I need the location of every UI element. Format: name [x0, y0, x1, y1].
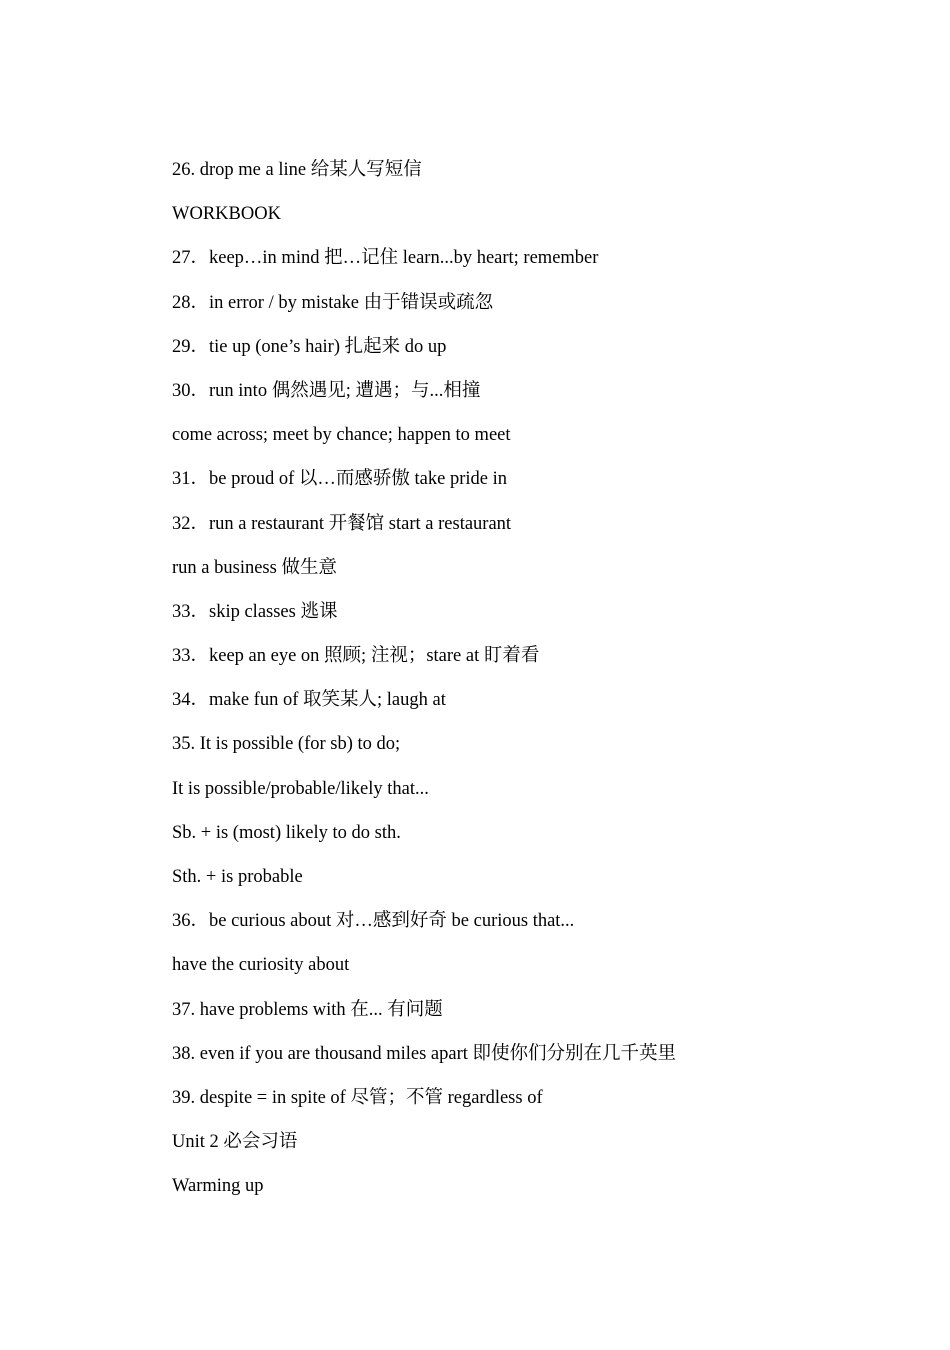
text-line-35-b: It is possible/probable/likely that... [172, 778, 429, 799]
text-line-27: 27．keep…in mind 把…记住 learn...by heart; remember [172, 248, 599, 269]
text-line-30: 30．run into 偶然遇见; 遭遇；与...相撞 [172, 380, 481, 401]
text-line-35: 35. It is possible (for sb) to do; [172, 734, 401, 755]
text-line-38: 38. even if you are thousand miles apart 即使你们分别在几千英里 [172, 1043, 677, 1064]
text-line-36-extra: have the curiosity about [172, 955, 350, 976]
text-line-31: 31．be proud of 以…而感骄傲 take pride in [172, 469, 507, 490]
text-line-36: 36．be curious about 对…感到好奇 be curious that... [172, 911, 575, 932]
text-line-34: 34．make fun of 取笑某人; laugh at [172, 690, 446, 711]
text-line-33a: 33．skip classes 逃课 [172, 601, 338, 622]
text-line-39: 39. despite = in spite of 尽管；不管 regardless of [172, 1087, 543, 1108]
text-line-35-c: Sb. + is (most) likely to do sth. [172, 822, 401, 843]
text-line-35-d: Sth. + is probable [172, 867, 303, 887]
text-line-32-extra: run a business 做生意 [172, 557, 337, 578]
document-body [172, 157, 872, 1218]
section-heading-unit-2: Unit 2 必会习语 [172, 1132, 298, 1153]
text-line-37: 37. have problems with 在... 有问题 [172, 999, 443, 1020]
text-line-26: 26. drop me a line 给某人写短信 [172, 160, 422, 180]
section-heading-warming-up: Warming up [172, 1176, 264, 1197]
text-line-30-synonyms: come across; meet by chance; happen to meet [172, 425, 511, 446]
section-heading-workbook: WORKBOOK [172, 204, 281, 225]
text-line-33b: 33．keep an eye on 照顾; 注视；stare at 盯着看 [172, 646, 540, 667]
text-line-32: 32．run a restaurant 开餐馆 start a restaurant [172, 513, 512, 534]
text-line-28: 28．in error / by mistake 由于错误或疏忽 [172, 292, 494, 313]
text-line-29: 29．tie up (one’s hair) 扎起来 do up [172, 336, 447, 357]
